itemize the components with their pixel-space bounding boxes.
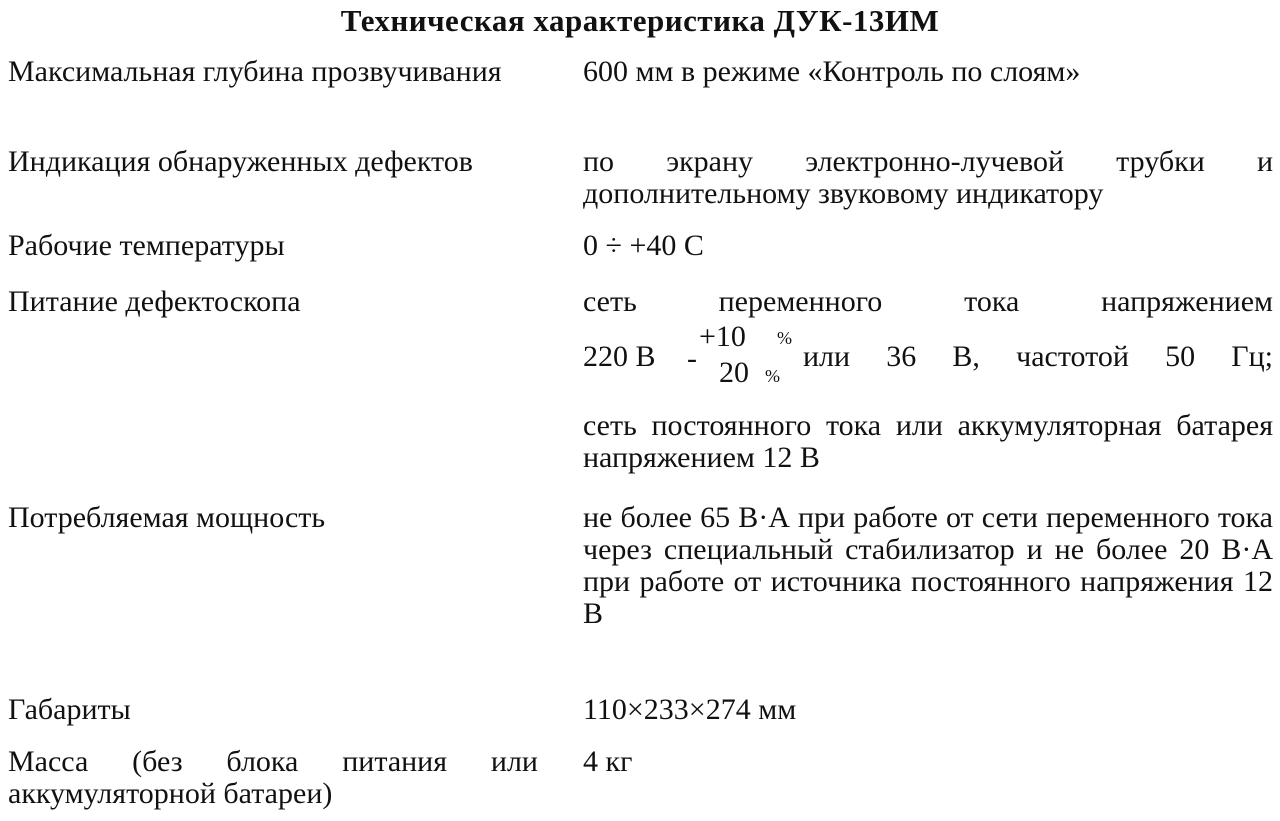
spec-row-dimensions-value: 110×233×274 мм <box>583 693 797 726</box>
spec-row-depth-value: 600 мм в режиме «Контроль по слоям» <box>583 55 1081 88</box>
tolerance-upper: +10 <box>699 320 746 353</box>
spec-row-supply-line1: сеть переменного тока напряжением <box>583 285 1273 318</box>
spec-row-supply-voltage-line <box>583 320 1273 390</box>
spec-title: Техническая характеристика ДУК-13ИМ <box>340 3 940 38</box>
tolerance-lower: 20 <box>719 356 749 389</box>
supply-voltage-main: 220 В <box>583 340 656 373</box>
supply-tolerance-fraction <box>683 320 792 390</box>
spec-row-temperature-label: Рабочие температуры <box>8 229 285 262</box>
spec-row-temperature-value: 0 ÷ +40 С <box>583 229 704 262</box>
spec-row-supply-label: Питание дефектоскопа <box>8 285 301 318</box>
spec-row-indication-value: по экрану электронно-лучевой трубки и дополнительному звуковому индикатору <box>583 145 1273 210</box>
spec-row-mass-label: Масса (без блока питания или аккумуляторной батареи) <box>8 745 538 810</box>
spec-row-consumption-label: Потребляемая мощность <box>8 501 326 534</box>
spec-row-indication-label: Индикация обнаруженных дефектов <box>8 145 473 178</box>
tolerance-upper-percent: % <box>777 328 792 348</box>
spec-row-supply-dc: сеть постоянного тока или аккумуляторная батарея напряжением 12 В <box>583 409 1273 474</box>
spec-row-depth-label: Максимальная глубина прозвучивания <box>8 55 502 88</box>
spec-row-mass-value: 4 кг <box>583 745 633 778</box>
tolerance-minus: - <box>687 342 697 375</box>
spec-row-dimensions-label: Габариты <box>8 693 131 726</box>
supply-voltage-rest: или 36 В, частотой 50 Гц; <box>803 340 1273 373</box>
tolerance-lower-percent: % <box>765 366 780 386</box>
spec-row-consumption-value: не более 65 В·А при работе от сети переменного тока через специальный стабилизатор и не более 20 В·А при работе от источника постоянного напряжения 12 В <box>583 501 1273 630</box>
